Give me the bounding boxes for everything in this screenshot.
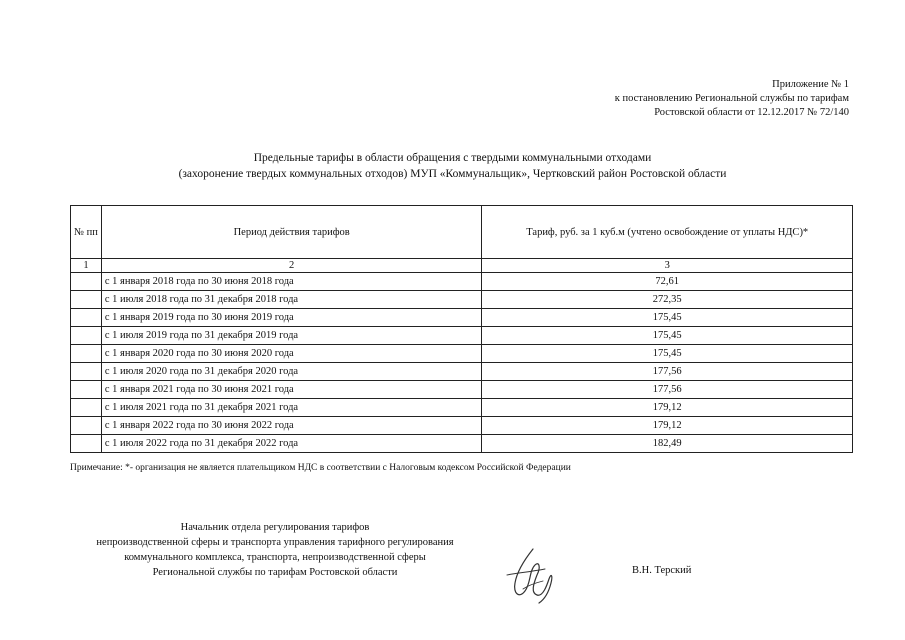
tariff-value-cell: 272,35 [482,291,853,309]
row-number-cell [71,363,102,381]
row-number-cell [71,399,102,417]
position-line-4: Региональной службы по тарифам Ростовской области [152,567,398,578]
period-cell: с 1 января 2019 года по 30 июня 2019 года [101,309,482,327]
period-cell: с 1 января 2018 года по 30 июня 2018 года [101,273,482,291]
tariff-value-cell: 182,49 [482,435,853,453]
period-cell: с 1 июля 2022 года по 31 декабря 2022 года [101,435,482,453]
row-number-cell [71,273,102,291]
row-number-cell [71,435,102,453]
period-cell: с 1 января 2020 года по 30 июня 2020 года [101,345,482,363]
tariff-value-cell: 175,45 [482,327,853,345]
column-number: 1 [71,259,102,273]
appendix-line-1: Приложение № 1 [772,79,849,90]
row-number-cell [71,381,102,399]
table-row [71,273,853,291]
row-number-cell [71,291,102,309]
tariff-value-cell: 177,56 [482,363,853,381]
signatory-position [70,520,480,580]
row-number-cell [71,309,102,327]
table-row [71,345,853,363]
tariff-value-cell: 72,61 [482,273,853,291]
position-line-3: коммунального комплекса, транспорта, непроизводственной сферы [124,552,426,563]
title-line-2: (захоронение твердых коммунальных отходов) МУП «Коммунальщик», Чертковский район Ростовской области [178,168,727,180]
period-cell: с 1 июля 2019 года по 31 декабря 2019 года [101,327,482,345]
appendix-line-2: к постановлению Региональной службы по тарифам [614,93,849,104]
title-line-1: Предельные тарифы в области обращения с твердыми коммунальными отходами [253,152,652,164]
period-cell: с 1 июля 2020 года по 31 декабря 2020 года [101,363,482,381]
position-line-2: непроизводственной сферы и транспорта управления тарифного регулирования [96,537,454,548]
document-title [0,150,905,182]
header-tariff: Тариф, руб. за 1 куб.м (учтено освобождение от уплаты НДС)* [482,206,853,259]
signer-name: В.Н. Терский [632,565,692,576]
table-header-row [71,206,853,259]
table-row [71,435,853,453]
row-number-cell [71,327,102,345]
position-line-1: Начальник отдела регулирования тарифов [180,522,370,533]
footnote: Примечание: *- организация не является плательщиком НДС в соответствии с Налоговым кодексом Российской Федерации [70,463,571,473]
row-number-cell [71,345,102,363]
column-number-row [71,259,853,273]
header-period: Период действия тарифов [101,206,482,259]
tariff-value-cell: 179,12 [482,399,853,417]
table-row [71,327,853,345]
tariff-table [70,205,853,453]
table-row [71,417,853,435]
table-row [71,381,853,399]
table-row [71,363,853,381]
table-row [71,309,853,327]
appendix-line-3: Ростовской области от 12.12.2017 № 72/140 [654,107,849,118]
handwritten-signature [495,545,565,605]
tariff-value-cell: 175,45 [482,345,853,363]
tariff-value-cell: 179,12 [482,417,853,435]
period-cell: с 1 января 2022 года по 30 июня 2022 года [101,417,482,435]
header-num: № пп [71,206,102,259]
period-cell: с 1 июля 2018 года по 31 декабря 2018 года [101,291,482,309]
tariff-value-cell: 177,56 [482,381,853,399]
appendix-header [519,78,849,120]
column-number: 3 [482,259,853,273]
row-number-cell [71,417,102,435]
table-row [71,399,853,417]
period-cell: с 1 января 2021 года по 30 июня 2021 года [101,381,482,399]
table-row [71,291,853,309]
tariff-value-cell: 175,45 [482,309,853,327]
period-cell: с 1 июля 2021 года по 31 декабря 2021 года [101,399,482,417]
column-number: 2 [101,259,482,273]
